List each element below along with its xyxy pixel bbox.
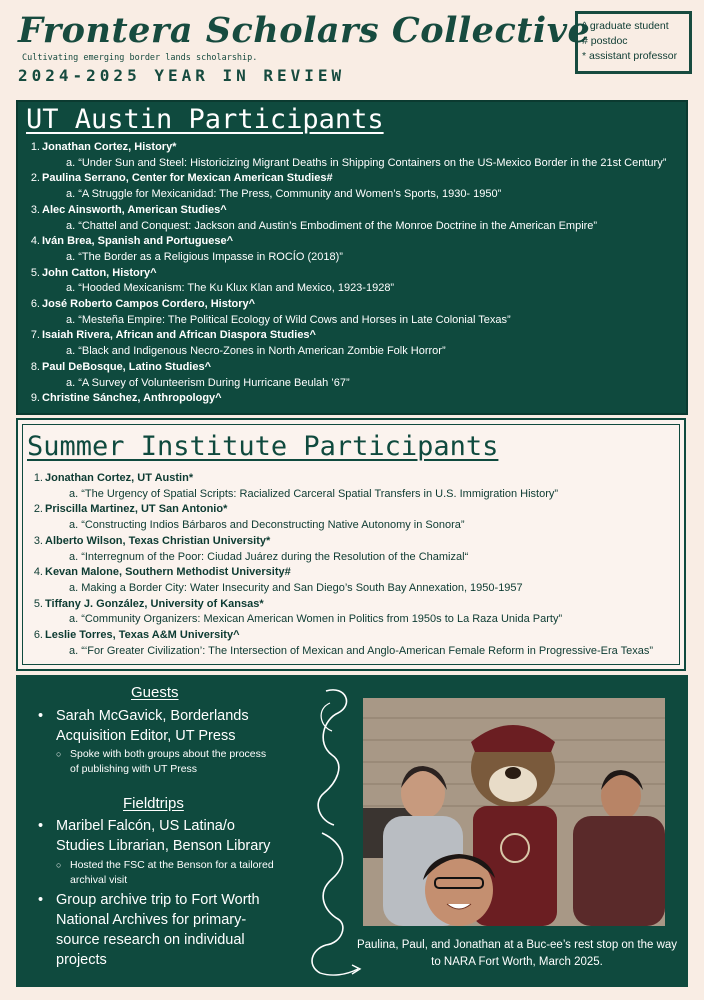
participant-item: 1. Jonathan Cortez, UT Austin* bbox=[33, 472, 194, 484]
project-title: a. “Black and Indigenous Necro-Zones in North American Zombie Folk Horror” bbox=[66, 345, 446, 358]
summer-institute-heading: Summer Institute Participants bbox=[27, 431, 499, 462]
project-title: a. “Hooded Mexicanism: The Ku Klux Klan and Mexico, 1923-1928” bbox=[66, 282, 395, 295]
legend-item: ^ graduate student bbox=[582, 20, 669, 32]
project-title: a. “Community Organizers: Mexican American Women in Politics from 1950s to La Raza Unida Party” bbox=[69, 613, 563, 626]
fieldtrip-detail: ○ Hosted the FSC at the Benson for a tailored archival visit bbox=[56, 859, 274, 886]
page-title: Frontera Scholars Collective bbox=[18, 10, 591, 51]
tagline: Cultivating emerging border lands scholarship. bbox=[22, 53, 258, 63]
participant-item: 2. Priscilla Martinez, UT San Antonio* bbox=[33, 503, 228, 516]
participant-item: 5. Tiffany J. González, University of Kansas* bbox=[33, 597, 264, 610]
summer-institute-list bbox=[29, 471, 679, 659]
participant-item: 1. Jonathan Cortez, History* bbox=[30, 141, 177, 153]
ut-austin-heading: UT Austin Participants bbox=[26, 104, 384, 135]
participant-item: 6. Leslie Torres, Texas A&M University^ bbox=[33, 629, 240, 642]
photo-illustration bbox=[363, 698, 665, 926]
legend-item: # postdoc bbox=[582, 35, 628, 47]
project-title: a. “The Urgency of Spatial Scripts: Racialized Carceral Spatial Transfers in U.S. Immigration History” bbox=[69, 487, 559, 500]
project-title: a. “Chattel and Conquest: Jackson and Austin’s Embodiment of the Monroe Doctrine in the American Empire” bbox=[66, 219, 598, 232]
page-subtitle: 2024-2025 YEAR IN REVIEW bbox=[18, 66, 346, 85]
ut-austin-list bbox=[26, 140, 686, 407]
project-title: a. Making a Border City: Water Insecurity and San Diego’s South Bay Annexation, 1950-1957 bbox=[69, 581, 523, 594]
project-title: a. “A Struggle for Mexicanidad: The Press, Community and Women’s Sports, 1930- 1950” bbox=[66, 188, 502, 201]
guest-item: • Sarah McGavick, Borderlands Acquisition Editor, UT Press bbox=[38, 708, 249, 744]
participant-item: 9. Christine Sánchez, Anthropology^ bbox=[30, 392, 222, 405]
participant-item: 5. John Catton, History^ bbox=[30, 266, 157, 279]
legend-item: * assistant professor bbox=[582, 50, 678, 62]
group-photo bbox=[363, 698, 665, 926]
project-title: a. “Under Sun and Steel: Historicizing Migrant Deaths in Shipping Containers on the US-Mexico Border in the 21st Century” bbox=[66, 156, 667, 169]
project-title: a. “A Survey of Volunteerism During Hurricane Beulah ’67” bbox=[66, 376, 350, 389]
participant-item: 7. Isaiah Rivera, African and African Diaspora Studies^ bbox=[30, 329, 316, 342]
project-title: a. “Mesteña Empire: The Political Ecology of Wild Cows and Horses in Late Colonial Texas” bbox=[66, 313, 511, 326]
header bbox=[0, 0, 704, 100]
guest-detail: ○ Spoke with both groups about the process of publishing with UT Press bbox=[56, 748, 267, 775]
photo-caption: Paulina, Paul, and Jonathan at a Buc-ee’s rest stop on the way to NARA Fort Worth, March 2025. bbox=[356, 939, 678, 968]
fieldtrip-item: • Group archive trip to Fort Worth National Archives for primary-source research on individual projects bbox=[38, 892, 260, 968]
project-title: a. “Constructing Indios Bárbaros and Deconstructing Native Autonomy in Sonora” bbox=[69, 519, 465, 532]
fieldtrip-item: • Maribel Falcón, US Latina/o Studies Librarian, Benson Library bbox=[38, 818, 271, 854]
project-title: a. “Interregnum of the Poor: Ciudad Juárez during the Resolution of the Chamizal“ bbox=[69, 550, 469, 563]
participant-item: 3. Alberto Wilson, Texas Christian University* bbox=[33, 534, 271, 547]
guests-heading: Guests bbox=[131, 684, 179, 701]
fieldtrips-heading: Fieldtrips bbox=[123, 795, 184, 812]
summer-institute-panel bbox=[16, 418, 686, 671]
project-title: a. “The Border as a Religious Impasse in ROCÍO (2018)” bbox=[66, 250, 343, 263]
participant-item: 2. Paulina Serrano, Center for Mexican American Studies# bbox=[30, 172, 333, 185]
project-title: a. “‘For Greater Civilization’: The Intersection of Mexican and Anglo-American Female Reform in Progressive-Era Texas” bbox=[69, 644, 654, 657]
participant-item: 6. José Roberto Campos Cordero, History^ bbox=[30, 298, 256, 311]
ut-austin-panel bbox=[16, 100, 688, 415]
guests-fieldtrips-panel bbox=[16, 675, 688, 987]
participant-item: 4. Kevan Malone, Southern Methodist University# bbox=[33, 566, 291, 579]
participant-item: 8. Paul DeBosque, Latino Studies^ bbox=[30, 360, 212, 373]
participant-item: 3. Alec Ainsworth, American Studies^ bbox=[30, 203, 227, 216]
participant-item: 4. Iván Brea, Spanish and Portuguese^ bbox=[30, 235, 234, 248]
role-legend bbox=[575, 11, 692, 74]
